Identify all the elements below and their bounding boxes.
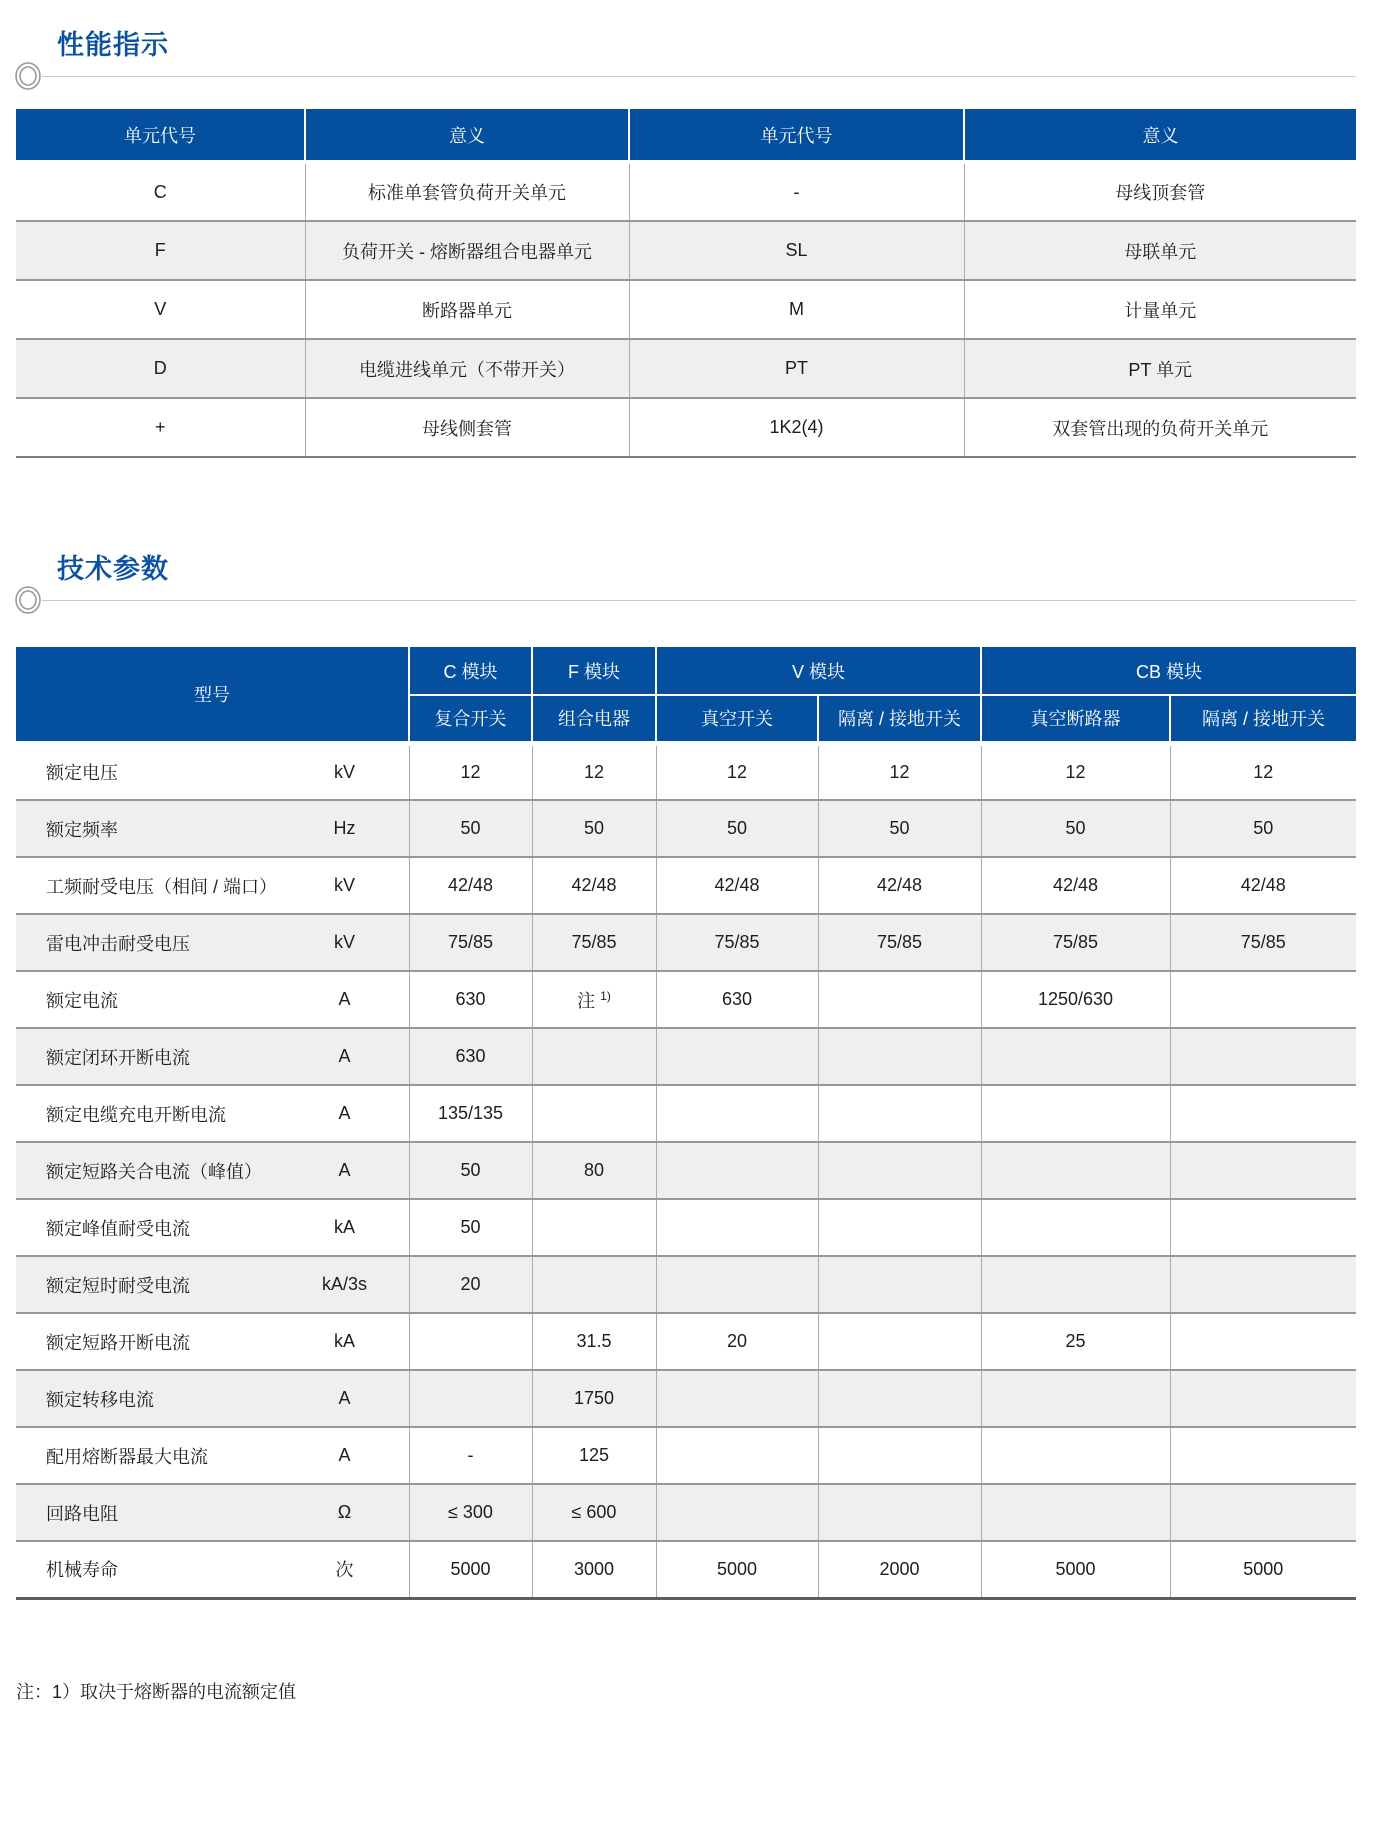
parameter-wrap <box>16 1500 409 1526</box>
table-cell: 母线侧套管 <box>305 398 629 457</box>
table-row <box>16 1256 1356 1313</box>
value-cell <box>981 1028 1170 1085</box>
value-cell: 630 <box>409 1028 532 1085</box>
parameter-label: 额定频率 <box>46 819 118 840</box>
value-cell: 75/85 <box>532 914 656 971</box>
module-sub-header: 隔离 / 接地开关 <box>1170 695 1356 743</box>
parameter-cell <box>16 857 409 914</box>
value-cell: 2000 <box>818 1541 981 1598</box>
unit-code-column-header: 单元代号 <box>16 109 305 162</box>
value-cell <box>818 1199 981 1256</box>
parameter-label: 工频耐受电压（相间 / 端口） <box>46 876 278 897</box>
table-cell: M <box>629 280 964 339</box>
value-cell: 12 <box>532 743 656 800</box>
value-cell <box>409 1370 532 1427</box>
ring-icon <box>14 586 42 614</box>
value-cell: 1250/630 <box>981 971 1170 1028</box>
table-row <box>16 398 1356 457</box>
parameter-label: 额定短路开断电流 <box>46 1332 190 1353</box>
table-row <box>16 914 1356 971</box>
value-cell <box>656 1028 818 1085</box>
value-cell: 42/48 <box>409 857 532 914</box>
parameter-label: 额定电压 <box>46 763 118 784</box>
module-sub-header: 隔离 / 接地开关 <box>818 695 981 743</box>
table-cell: PT 单元 <box>964 339 1356 398</box>
parameter-wrap <box>16 987 409 1013</box>
value-text: 注 <box>577 990 601 1011</box>
module-group-header: C 模块 <box>409 647 532 695</box>
parameter-cell <box>16 1541 409 1598</box>
table-cell: 负荷开关 - 熔断器组合电器单元 <box>305 221 629 280</box>
parameter-wrap <box>16 1386 409 1412</box>
value-cell <box>981 1427 1170 1484</box>
module-sub-header: 真空断路器 <box>981 695 1170 743</box>
table-row <box>16 1427 1356 1484</box>
parameter-wrap <box>16 759 409 785</box>
parameter-wrap <box>16 1158 409 1184</box>
value-cell: ≤ 600 <box>532 1484 656 1541</box>
value-cell: 5000 <box>656 1541 818 1598</box>
value-cell: 12 <box>656 743 818 800</box>
table-cell: 计量单元 <box>964 280 1356 339</box>
parameter-cell <box>16 1256 409 1313</box>
value-cell <box>1170 1085 1356 1142</box>
value-cell: 3000 <box>532 1541 656 1598</box>
section-rule <box>14 62 1373 90</box>
value-cell <box>656 1484 818 1541</box>
parameter-wrap <box>16 816 409 842</box>
module-group-header: F 模块 <box>532 647 656 695</box>
table-row <box>16 1484 1356 1541</box>
parameter-label: 额定转移电流 <box>46 1389 154 1410</box>
table-cell: V <box>16 280 305 339</box>
parameter-cell <box>16 1484 409 1541</box>
value-cell: 125 <box>532 1427 656 1484</box>
value-cell <box>656 1256 818 1313</box>
value-cell <box>656 1199 818 1256</box>
parameter-cell <box>16 1370 409 1427</box>
value-cell: 135/135 <box>409 1085 532 1142</box>
table-cell: D <box>16 339 305 398</box>
table-row <box>16 1142 1356 1199</box>
value-cell <box>1170 1142 1356 1199</box>
table-row <box>16 221 1356 280</box>
parameter-label: 雷电冲击耐受电压 <box>46 933 190 954</box>
value-cell: 50 <box>1170 800 1356 857</box>
parameter-cell <box>16 1313 409 1370</box>
value-superscript: 1) <box>600 988 611 1003</box>
parameter-label: 额定短时耐受电流 <box>46 1275 190 1296</box>
value-cell <box>981 1142 1170 1199</box>
module-sub-header: 复合开关 <box>409 695 532 743</box>
value-cell <box>532 1256 656 1313</box>
parameter-wrap <box>16 1101 409 1127</box>
table-cell: 母联单元 <box>964 221 1356 280</box>
value-cell <box>818 1313 981 1370</box>
table-cell: F <box>16 221 305 280</box>
value-cell <box>1170 1370 1356 1427</box>
value-cell: 1750 <box>532 1370 656 1427</box>
value-cell <box>1170 1199 1356 1256</box>
module-sub-header: 组合电器 <box>532 695 656 743</box>
parameter-wrap <box>16 1044 409 1070</box>
parameter-label: 额定短路关合电流（峰值） <box>46 1161 262 1182</box>
value-cell: 42/48 <box>1170 857 1356 914</box>
unit-code-header-row <box>16 109 1356 162</box>
value-cell <box>818 1085 981 1142</box>
value-cell: 75/85 <box>1170 914 1356 971</box>
section-title-tech-params: 技术参数 <box>57 554 169 585</box>
parameter-label: 额定电缆充电开断电流 <box>46 1104 226 1125</box>
value-cell: 75/85 <box>409 914 532 971</box>
table-row <box>16 743 1356 800</box>
value-cell: 50 <box>532 800 656 857</box>
parameter-unit: kA <box>333 1217 355 1238</box>
table-cell: 电缆进线单元（不带开关） <box>305 339 629 398</box>
unit-code-column-header: 意义 <box>964 109 1356 162</box>
value-cell <box>1170 1484 1356 1541</box>
parameter-cell <box>16 1085 409 1142</box>
value-cell: 75/85 <box>656 914 818 971</box>
value-cell <box>532 1085 656 1142</box>
value-cell <box>981 1085 1170 1142</box>
value-cell: 31.5 <box>532 1313 656 1370</box>
value-cell <box>818 1370 981 1427</box>
value-cell: 80 <box>532 1142 656 1199</box>
parameter-label: 额定闭环开断电流 <box>46 1047 190 1068</box>
table-row <box>16 280 1356 339</box>
parameter-unit: kA/3s <box>321 1274 368 1295</box>
value-cell: 12 <box>818 743 981 800</box>
table-cell: C <box>16 162 305 221</box>
parameter-cell <box>16 1427 409 1484</box>
value-cell <box>818 1142 981 1199</box>
value-cell <box>818 971 981 1028</box>
parameter-unit: kV <box>333 875 355 896</box>
value-cell <box>1170 1313 1356 1370</box>
table-row <box>16 1541 1356 1598</box>
parameter-unit: kV <box>333 761 355 782</box>
parameter-cell <box>16 743 409 800</box>
value-cell <box>409 1313 532 1370</box>
value-cell: 630 <box>409 971 532 1028</box>
table-cell: + <box>16 398 305 457</box>
parameter-wrap <box>16 1329 409 1355</box>
parameter-wrap <box>16 1443 409 1469</box>
value-cell <box>1170 1256 1356 1313</box>
model-column-header: 型号 <box>16 647 409 743</box>
section-performance <box>0 30 1373 90</box>
parameter-cell <box>16 914 409 971</box>
value-cell <box>981 1484 1170 1541</box>
table-cell: 双套管出现的负荷开关单元 <box>964 398 1356 457</box>
table-cell: 母线顶套管 <box>1115 183 1206 204</box>
table-cell: PT <box>629 339 964 398</box>
parameter-label: 回路电阻 <box>46 1503 118 1524</box>
parameter-unit: kA <box>333 1331 355 1352</box>
parameter-unit: A <box>338 1160 351 1181</box>
parameter-label: 机械寿命 <box>46 1560 118 1581</box>
value-cell: 25 <box>981 1313 1170 1370</box>
parameter-label: 额定电流 <box>46 990 118 1011</box>
table-cell: 标准单套管负荷开关单元 <box>305 162 629 221</box>
value-cell <box>818 1028 981 1085</box>
ring-icon <box>14 62 42 90</box>
parameter-cell <box>16 1199 409 1256</box>
table-row <box>16 800 1356 857</box>
value-cell <box>656 1142 818 1199</box>
table-row <box>16 1028 1356 1085</box>
parameter-unit: A <box>338 1388 351 1409</box>
table-cell: 断路器单元 <box>305 280 629 339</box>
parameter-cell <box>16 800 409 857</box>
table-row <box>16 1313 1356 1370</box>
parameter-unit: A <box>338 1046 351 1067</box>
table-row <box>16 1085 1356 1142</box>
parameter-cell <box>16 1142 409 1199</box>
section-rule <box>14 586 1373 614</box>
table-row <box>16 971 1356 1028</box>
parameter-wrap <box>16 873 409 899</box>
table-cell: 1K2(4) <box>629 398 964 457</box>
parameter-unit: A <box>338 1445 351 1466</box>
value-cell <box>532 971 656 1028</box>
parameter-unit: A <box>338 1103 351 1124</box>
table-row <box>16 162 1356 221</box>
value-cell <box>532 1028 656 1085</box>
value-cell: 50 <box>409 800 532 857</box>
unit-code-table <box>16 109 1356 458</box>
section-rule-line <box>42 76 1356 77</box>
footnote: 注：1）取决于熔断器的电流额定值 <box>16 1681 297 1702</box>
parameter-label: 配用熔断器最大电流 <box>46 1446 208 1467</box>
value-cell: 50 <box>409 1142 532 1199</box>
value-cell: 12 <box>409 743 532 800</box>
section-tech-params <box>0 554 1373 614</box>
tech-params-table <box>16 647 1356 1600</box>
value-cell <box>818 1427 981 1484</box>
parameter-unit: A <box>338 989 351 1010</box>
value-cell <box>981 1256 1170 1313</box>
table-row <box>16 339 1356 398</box>
parameter-unit: Hz <box>333 818 356 839</box>
value-cell: 75/85 <box>981 914 1170 971</box>
parameter-label: 额定峰值耐受电流 <box>46 1218 190 1239</box>
module-sub-header: 真空开关 <box>656 695 818 743</box>
value-cell: 5000 <box>409 1541 532 1598</box>
table-row <box>16 1370 1356 1427</box>
module-group-header: CB 模块 <box>981 647 1356 695</box>
value-cell: 42/48 <box>818 857 981 914</box>
value-cell: 42/48 <box>981 857 1170 914</box>
value-cell: 50 <box>818 800 981 857</box>
value-cell <box>656 1085 818 1142</box>
value-cell: 12 <box>981 743 1170 800</box>
table-cell: SL <box>629 221 964 280</box>
parameter-unit: Ω <box>337 1502 352 1523</box>
value-cell: 630 <box>656 971 818 1028</box>
value-cell: 42/48 <box>532 857 656 914</box>
value-cell <box>656 1427 818 1484</box>
value-cell <box>818 1256 981 1313</box>
value-cell: 50 <box>981 800 1170 857</box>
value-cell <box>656 1370 818 1427</box>
unit-code-column-header: 单元代号 <box>629 109 964 162</box>
section-title-performance: 性能指示 <box>57 30 169 60</box>
parameter-wrap <box>16 1272 409 1298</box>
parameter-wrap <box>16 930 409 956</box>
value-cell <box>1170 1427 1356 1484</box>
table-row <box>16 857 1356 914</box>
value-cell: 20 <box>409 1256 532 1313</box>
value-cell <box>1170 1028 1356 1085</box>
section-rule-line <box>42 600 1356 601</box>
value-cell: 75/85 <box>818 914 981 971</box>
parameter-unit: kV <box>333 932 355 953</box>
table-row <box>16 1199 1356 1256</box>
value-cell <box>1170 971 1356 1028</box>
value-cell: 42/48 <box>656 857 818 914</box>
value-cell: ≤ 300 <box>409 1484 532 1541</box>
value-cell: - <box>409 1427 532 1484</box>
unit-code-column-header: 意义 <box>305 109 629 162</box>
value-cell: 5000 <box>981 1541 1170 1598</box>
value-cell: 50 <box>656 800 818 857</box>
value-cell <box>818 1484 981 1541</box>
value-cell <box>981 1199 1170 1256</box>
parameter-cell <box>16 1028 409 1085</box>
value-cell: 50 <box>409 1199 532 1256</box>
value-cell <box>981 1370 1170 1427</box>
tech-header-row-groups <box>16 647 1356 695</box>
value-cell: 20 <box>656 1313 818 1370</box>
value-cell <box>532 1199 656 1256</box>
value-cell: 5000 <box>1170 1541 1356 1598</box>
parameter-wrap <box>16 1556 409 1582</box>
table-cell: - <box>629 162 964 221</box>
parameter-unit: 次 <box>335 1560 354 1581</box>
parameter-cell <box>16 971 409 1028</box>
value-cell: 12 <box>1253 761 1274 782</box>
module-group-header: V 模块 <box>656 647 981 695</box>
parameter-wrap <box>16 1215 409 1241</box>
